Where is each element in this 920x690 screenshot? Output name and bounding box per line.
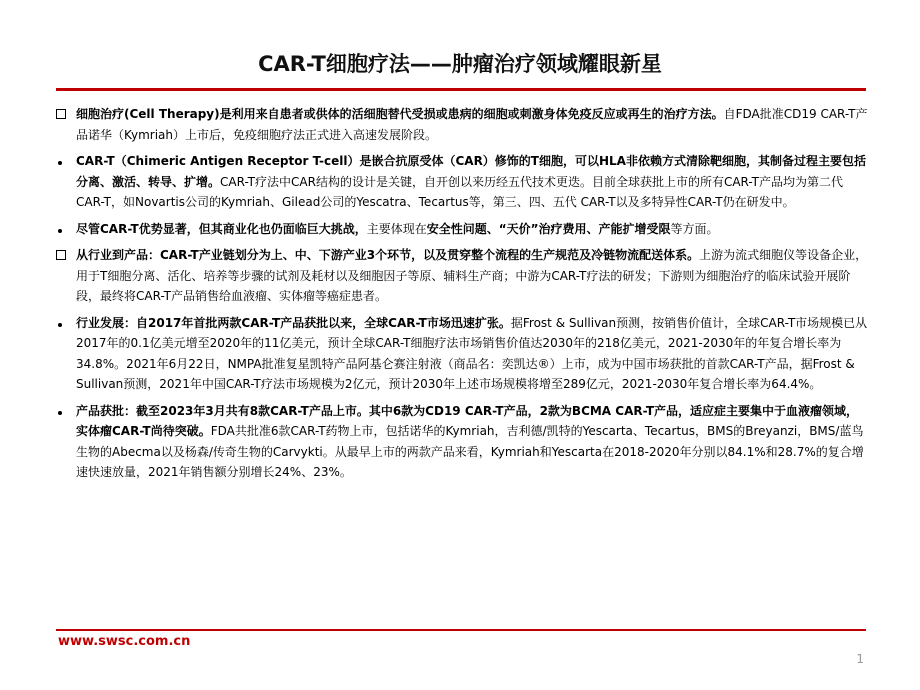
footer-divider bbox=[56, 629, 866, 631]
paragraph-text: 上游为流式细胞仪等设备企业，用于T细胞分离、活化、培养等步骤的试剂及耗材以及细胞因子等原、辅料生产商；中游为CAR-T疗法的研发；下游则为细胞治疗的临床试验开展阶段，最终将CAR-T产品销售给血液瘤、实体瘤等癌症患者。 bbox=[76, 248, 868, 303]
page-number: 1 bbox=[856, 652, 864, 666]
dot-bullet-icon bbox=[56, 401, 62, 422]
paragraph-bold: 行业发展：自2017年首批两款CAR-T产品获批以来，全球CAR-T市场迅速扩张。 bbox=[76, 315, 511, 330]
paragraph-bold: 从行业到产品：CAR-T产业链划分为上、中、下游产业3个环节，以及贯穿整个流程的生产规范及冷链物流配送体系。 bbox=[76, 248, 700, 262]
paragraph-text: 据Frost & Sullivan预测，按销售价值计，全球CAR-T市场规模已从2017年的0.1亿美元增至2020年的11亿美元，预计全球CAR-T细胞疗法市场销售价值达2030年的218亿美元，2021-2030年的年复合增长率为34.8%。2021年6月22日，NMPA批准复星凯特产品阿基仑赛注射液（商品名：奕凯达®）上市，成为中国市场获批的首款CAR-T产品，据Frost & Sullivan预测，2021年中国CAR-T疗法市场规模为2亿元，预计2030年上述市场规模将增至289亿元，2021-2030年复合增长率为64.4%。 bbox=[76, 315, 868, 391]
paragraph-bold: 尽管CAR-T优势显著，但其商业化也仍面临巨大挑战， bbox=[76, 221, 367, 236]
paragraph-cell-therapy bbox=[56, 104, 868, 145]
paragraph-bold: 产品获批：截至2023年3月共有8款CAR-T产品上市。其中6款为CD19 CAR-T产品，2款为BCMA CAR-T产品，适应症主要集中于血液瘤领域，实体瘤CAR-T尚待突破。 bbox=[76, 403, 859, 438]
paragraph-industry-development bbox=[56, 313, 868, 395]
dot-bullet-icon bbox=[56, 313, 62, 334]
footer-website: www.swsc.com.cn bbox=[58, 634, 191, 649]
paragraph-bold-2: 安全性问题、“天价”治疗费用、产能扩增受限 bbox=[426, 221, 671, 236]
paragraph-industry-chain bbox=[56, 245, 868, 307]
paragraph-car-t-definition bbox=[56, 151, 868, 213]
title-divider bbox=[56, 88, 866, 91]
dot-bullet-icon bbox=[56, 151, 62, 172]
paragraph-text: FDA共批准6款CAR-T药物上市，包括诺华的Kymriah，吉利德/凯特的Yescarta、Tecartus，BMS的Breyanzi，BMS/蓝鸟生物的Abecma以及杨森/传奇生物的Carvykti。从最早上市的两款产品来看，Kymriah和Yescarta在2018-2020年分别以84.1%和28.7%的复合增速快速放量，2021年销售额分别增长24%、23%。 bbox=[76, 424, 864, 479]
paragraph-text: CAR-T疗法中CAR结构的设计是关键，自开创以来历经五代技术更迭。目前全球获批上市的所有CAR-T产品均为第二代CAR-T，如Novartis公司的Kymriah、Gilead公司的Yescatra、Tecartus等，第三、四、五代 CAR-T以及多特异性CAR-T仍在研发中。 bbox=[76, 174, 843, 209]
paragraph-bold: 细胞治疗(Cell Therapy)是利用来自患者或供体的活细胞替代受损或患病的细胞或刺激身体免疫反应或再生的治疗方法。 bbox=[76, 107, 724, 121]
slide-body bbox=[56, 104, 868, 489]
slide-title: CAR-T细胞疗法——肿瘤治疗领域耀眼新星 bbox=[258, 52, 662, 76]
paragraph-challenges bbox=[56, 219, 868, 240]
paragraph-bold: CAR-T（Chimeric Antigen Receptor T-cell）是嵌合抗原受体（CAR）修饰的T细胞，可以HLA非依赖方式清除靶细胞，其制备过程主要包括分离、激活、转导、扩增。 bbox=[76, 154, 866, 189]
paragraph-text: 主要体现在 bbox=[366, 221, 427, 236]
paragraph-product-approvals bbox=[56, 401, 868, 483]
square-bullet-icon bbox=[56, 104, 66, 126]
dot-bullet-icon bbox=[56, 219, 62, 240]
square-bullet-icon bbox=[56, 245, 66, 267]
paragraph-text: 自FDA批准CD19 CAR-T产品诺华（Kymriah）上市后，免疫细胞疗法正式进入高速发展阶段。 bbox=[76, 107, 868, 142]
paragraph-text-2: 等方面。 bbox=[670, 221, 719, 236]
